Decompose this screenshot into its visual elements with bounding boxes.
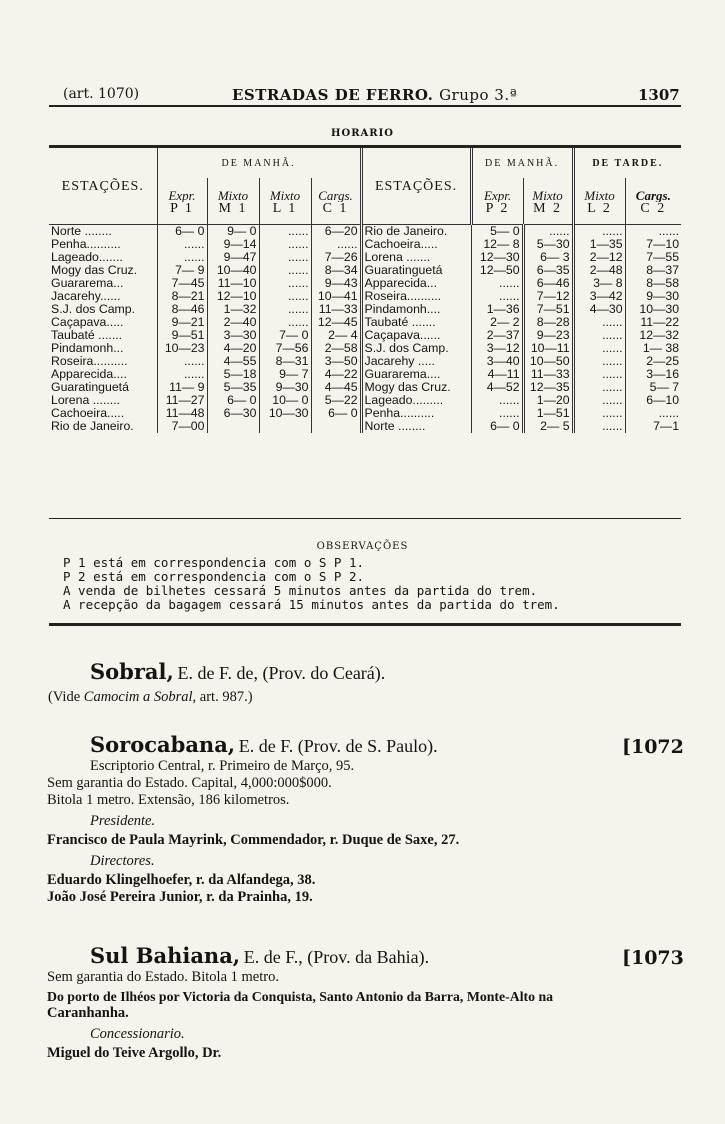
right-time-cell: ...... bbox=[471, 277, 523, 290]
right-time-cell: 1—35 bbox=[573, 238, 625, 251]
right-time-cell: 11—22 bbox=[625, 316, 681, 329]
left-station-name: Mogy das Cruz. bbox=[51, 264, 138, 277]
right-time-cell: ...... bbox=[523, 225, 573, 239]
left-station-name: Apparecida.... bbox=[51, 368, 127, 381]
right-time-cell: 5— 0 bbox=[471, 225, 523, 239]
right-time-cell: 12—50 bbox=[471, 264, 523, 277]
sul-bahiana-conc: Miguel do Teive Argollo, Dr. bbox=[47, 1045, 222, 1061]
timetable-row bbox=[49, 225, 681, 239]
left-time-cell: 6— 0 bbox=[207, 394, 259, 407]
running-title bbox=[232, 86, 517, 104]
right-time-cell: 2—25 bbox=[625, 355, 681, 368]
right-time-cell: ...... bbox=[625, 407, 681, 420]
sobral-vide-open: (Vide bbox=[48, 689, 81, 705]
left-time-cell: 3—50 bbox=[311, 355, 361, 368]
sorocabana-presidente-label: Presidente. bbox=[90, 813, 156, 829]
right-time-cell: 12—30 bbox=[471, 251, 523, 264]
left-type-3: Mixto bbox=[259, 178, 311, 202]
right-time-cell: 1— 38 bbox=[625, 342, 681, 355]
left-time-cell: ...... bbox=[259, 303, 311, 316]
right-time-cell: 1—20 bbox=[523, 394, 573, 407]
left-time-cell: 10— 0 bbox=[259, 394, 311, 407]
left-time-cell: 5—35 bbox=[207, 381, 259, 394]
right-time-cell: ...... bbox=[573, 381, 625, 394]
timetable-row bbox=[49, 264, 681, 277]
right-type-4: Cargs. bbox=[625, 178, 681, 202]
sobral-name: Sobral, bbox=[90, 659, 174, 684]
left-time-cell: 9—47 bbox=[207, 251, 259, 264]
left-station-name: Jacarehy...... bbox=[51, 290, 121, 303]
sorocabana-director-1: Eduardo Klingelhoefer, r. da Alfandega, 38. bbox=[47, 872, 316, 888]
right-station-name: Taubaté ....... bbox=[361, 316, 471, 329]
left-time-cell: 12—45 bbox=[311, 316, 361, 329]
right-time-cell: 11—33 bbox=[523, 368, 573, 381]
right-time-cell: 2—12 bbox=[573, 251, 625, 264]
left-time-cell: 9—14 bbox=[207, 238, 259, 251]
right-time-cell: ...... bbox=[573, 316, 625, 329]
left-time-cell: ...... bbox=[259, 264, 311, 277]
header-rule bbox=[49, 105, 681, 107]
left-time-cell: 1—32 bbox=[207, 303, 259, 316]
right-time-cell: ...... bbox=[573, 355, 625, 368]
timetable-row bbox=[49, 407, 681, 420]
right-time-cell: 2—48 bbox=[573, 264, 625, 277]
right-station-name: Pindamonh.... bbox=[361, 303, 471, 316]
right-time-cell: 3—12 bbox=[471, 342, 523, 355]
obs-line-1: P 1 está em correspondencia com o S P 1. bbox=[63, 555, 365, 570]
timetable-row bbox=[49, 329, 681, 342]
right-time-cell: 4—11 bbox=[471, 368, 523, 381]
left-time-cell: ...... bbox=[259, 316, 311, 329]
right-time-cell: 9—30 bbox=[625, 290, 681, 303]
right-station-name: S.J. dos Camp. bbox=[361, 342, 471, 355]
left-time-cell: 7— 0 bbox=[259, 329, 311, 342]
right-station-name: Lageado......... bbox=[361, 394, 471, 407]
timetable-row bbox=[49, 381, 681, 394]
right-time-cell: 7—12 bbox=[523, 290, 573, 303]
left-time-cell: 11—33 bbox=[311, 303, 361, 316]
timetable-row bbox=[49, 342, 681, 355]
left-station-name: Guararema... bbox=[51, 277, 124, 290]
right-time-cell: 3—42 bbox=[573, 290, 625, 303]
left-station-name: Taubaté ....... bbox=[51, 329, 123, 342]
right-time-cell: 3—16 bbox=[625, 368, 681, 381]
right-period-afternoon: DE TARDE. bbox=[573, 148, 681, 178]
left-time-cell: 10—30 bbox=[259, 407, 311, 420]
left-time-cell: ...... bbox=[311, 238, 361, 251]
running-title-main: ESTRADAS DE FERRO. bbox=[232, 86, 434, 104]
left-time-cell bbox=[259, 420, 311, 433]
left-time-cell: 6—20 bbox=[311, 225, 361, 239]
timetable-row bbox=[49, 420, 681, 433]
right-time-cell: ...... bbox=[573, 394, 625, 407]
left-time-cell: 4—55 bbox=[207, 355, 259, 368]
sorocabana-line-3: Bitola 1 metro. Extensão, 186 kilometros. bbox=[47, 792, 290, 808]
left-time-cell: 8—34 bbox=[311, 264, 361, 277]
left-time-cell: 2— 4 bbox=[311, 329, 361, 342]
left-time-cell: 12—10 bbox=[207, 290, 259, 303]
left-time-cell: ...... bbox=[259, 251, 311, 264]
right-time-cell: 8—58 bbox=[625, 277, 681, 290]
right-station-name: Mogy das Cruz. bbox=[361, 381, 471, 394]
right-station-name: Guaratinguetá bbox=[361, 264, 471, 277]
left-type-2: Mixto bbox=[207, 178, 259, 202]
left-station-name: Roseira.......... bbox=[51, 355, 128, 368]
left-station-name: Penha.......... bbox=[51, 238, 121, 251]
left-type-1: Expr. bbox=[157, 178, 207, 202]
right-time-cell: 7—1 bbox=[625, 420, 681, 433]
obs-line-2: P 2 está em correspondencia com o S P 2. bbox=[63, 569, 365, 584]
left-time-cell: 10—23 bbox=[157, 342, 207, 355]
left-station-header: ESTAÇÕES. bbox=[61, 178, 144, 194]
left-time-cell: 5—18 bbox=[207, 368, 259, 381]
sobral-heading bbox=[90, 659, 386, 684]
left-time-cell: 9— 0 bbox=[207, 225, 259, 239]
right-station-name: Rio de Janeiro. bbox=[361, 225, 471, 239]
left-station-name: Caçapava..... bbox=[51, 316, 124, 329]
timetable-row bbox=[49, 290, 681, 303]
table-bottom-rule bbox=[49, 518, 681, 519]
right-time-cell: ...... bbox=[573, 420, 625, 433]
left-time-cell: 11—27 bbox=[157, 394, 207, 407]
timetable-row bbox=[49, 277, 681, 290]
article-ref: (art. 1070) bbox=[63, 86, 140, 102]
timetable-row bbox=[49, 303, 681, 316]
right-time-cell: 12—35 bbox=[523, 381, 573, 394]
obs-bottom-rule bbox=[49, 623, 681, 626]
sul-bahiana-line-3: Caranhanha. bbox=[47, 1005, 129, 1021]
left-time-cell bbox=[311, 420, 361, 433]
right-time-cell: 7—55 bbox=[625, 251, 681, 264]
left-period-morning: DE MANHÃ. bbox=[157, 148, 361, 178]
left-station-name: Norte ........ bbox=[51, 224, 112, 238]
right-time-cell: 6— 3 bbox=[523, 251, 573, 264]
sorocabana-name: Sorocabana, bbox=[90, 732, 236, 757]
left-time-cell: ...... bbox=[157, 368, 207, 381]
right-station-name: Norte ........ bbox=[361, 420, 471, 433]
right-time-cell: 7—10 bbox=[625, 238, 681, 251]
left-time-cell: ...... bbox=[259, 225, 311, 239]
right-code-1: P 2 bbox=[471, 202, 523, 225]
obs-line-3: A venda de bilhetes cessará 5 minutos antes da partida do trem. bbox=[63, 583, 538, 598]
left-time-cell: 2—40 bbox=[207, 316, 259, 329]
obs-line-4: A recepção da bagagem cessará 15 minutos antes da partida do trem. bbox=[63, 597, 560, 612]
left-time-cell: ...... bbox=[259, 238, 311, 251]
left-time-cell: 9— 7 bbox=[259, 368, 311, 381]
left-time-cell: 4—45 bbox=[311, 381, 361, 394]
group-label: Grupo 3.ª bbox=[439, 86, 518, 104]
sul-bahiana-ref: [1073 bbox=[622, 947, 684, 969]
left-time-cell: 9—43 bbox=[311, 277, 361, 290]
left-time-cell: 11—48 bbox=[157, 407, 207, 420]
right-time-cell: 1—51 bbox=[523, 407, 573, 420]
right-time-cell: ...... bbox=[573, 407, 625, 420]
right-station-name: Cachoeira..... bbox=[361, 238, 471, 251]
right-time-cell: ...... bbox=[573, 368, 625, 381]
right-time-cell: ...... bbox=[573, 342, 625, 355]
right-time-cell: 6—35 bbox=[523, 264, 573, 277]
right-time-cell: 2— 5 bbox=[523, 420, 573, 433]
left-time-cell: ...... bbox=[157, 251, 207, 264]
right-code-2: M 2 bbox=[523, 202, 573, 225]
sorocabana-line-1: Escriptorio Central, r. Primeiro de Março, 95. bbox=[90, 758, 355, 774]
sul-bahiana-line-1: Sem garantia do Estado. Bitola 1 metro. bbox=[47, 969, 279, 985]
observacoes-title: OBSERVAÇÕES bbox=[316, 541, 409, 552]
right-time-cell: 8—37 bbox=[625, 264, 681, 277]
left-time-cell: ...... bbox=[259, 277, 311, 290]
left-time-cell: 8—21 bbox=[157, 290, 207, 303]
left-time-cell: 9—21 bbox=[157, 316, 207, 329]
sul-bahiana-heading bbox=[90, 943, 430, 968]
timetable bbox=[49, 148, 681, 433]
left-time-cell: 7—26 bbox=[311, 251, 361, 264]
right-time-cell: 1—36 bbox=[471, 303, 523, 316]
right-station-name: Guararema.... bbox=[361, 368, 471, 381]
right-time-cell: ...... bbox=[471, 394, 523, 407]
timetable-row bbox=[49, 355, 681, 368]
left-type-4: Cargs. bbox=[311, 178, 361, 202]
sorocabana-rest: E. de F. (Prov. de S. Paulo). bbox=[238, 736, 438, 756]
left-code-4: C 1 bbox=[311, 202, 361, 225]
left-station-name: Cachoeira..... bbox=[51, 407, 125, 420]
right-time-cell: 6— 0 bbox=[471, 420, 523, 433]
left-time-cell: 7—00 bbox=[157, 420, 207, 433]
right-station-name: Roseira.......... bbox=[361, 290, 471, 303]
right-period-morning: DE MANHÃ. bbox=[471, 148, 573, 178]
right-station-name: Jacarehy ..... bbox=[361, 355, 471, 368]
sorocabana-presidente: Francisco de Paula Mayrink, Commendador, r. Duque de Saxe, 27. bbox=[47, 832, 460, 848]
sorocabana-director-2: João José Pereira Junior, r. da Prainha, 19. bbox=[47, 889, 313, 905]
sul-bahiana-rest: E. de F., (Prov. da Bahia). bbox=[243, 947, 430, 967]
right-time-cell: 2— 2 bbox=[471, 316, 523, 329]
horario-title: HORARIO bbox=[331, 128, 394, 139]
left-time-cell: 8—46 bbox=[157, 303, 207, 316]
right-station-header: ESTAÇÕES. bbox=[361, 148, 471, 225]
timetable-row bbox=[49, 394, 681, 407]
right-time-cell: ...... bbox=[471, 290, 523, 303]
right-type-1: Expr. bbox=[471, 178, 523, 202]
right-time-cell: 7—51 bbox=[523, 303, 573, 316]
right-type-2: Mixto bbox=[523, 178, 573, 202]
left-time-cell: 9—51 bbox=[157, 329, 207, 342]
left-code-1: P 1 bbox=[157, 202, 207, 225]
right-time-cell: 3—40 bbox=[471, 355, 523, 368]
left-time-cell: 3—30 bbox=[207, 329, 259, 342]
right-time-cell: 4—52 bbox=[471, 381, 523, 394]
left-time-cell: 5—22 bbox=[311, 394, 361, 407]
right-time-cell: 9—23 bbox=[523, 329, 573, 342]
left-time-cell: 8—31 bbox=[259, 355, 311, 368]
left-time-cell: 11— 9 bbox=[157, 381, 207, 394]
right-time-cell: 3— 8 bbox=[573, 277, 625, 290]
page-number: 1307 bbox=[638, 86, 680, 104]
right-time-cell: ...... bbox=[573, 225, 625, 239]
right-time-cell: 10—50 bbox=[523, 355, 573, 368]
left-time-cell: 4—20 bbox=[207, 342, 259, 355]
left-station-name: Pindamonh... bbox=[51, 342, 124, 355]
left-station-name: Lorena ........ bbox=[51, 394, 121, 407]
sobral-rest: E. de F. de, (Prov. do Ceará). bbox=[177, 663, 386, 683]
right-time-cell: ...... bbox=[471, 407, 523, 420]
sorocabana-line-2: Sem garantia do Estado. Capital, 4,000:000$000. bbox=[47, 775, 332, 791]
left-code-2: M 1 bbox=[207, 202, 259, 225]
right-time-cell: 6—10 bbox=[625, 394, 681, 407]
right-station-name: Apparecida... bbox=[361, 277, 471, 290]
right-time-cell: 4—30 bbox=[573, 303, 625, 316]
right-time-cell: 5—30 bbox=[523, 238, 573, 251]
right-time-cell: 12— 8 bbox=[471, 238, 523, 251]
left-time-cell: 6— 0 bbox=[157, 225, 207, 239]
left-time-cell: 9—30 bbox=[259, 381, 311, 394]
sorocabana-ref: [1072 bbox=[622, 736, 684, 758]
right-time-cell: 2—37 bbox=[471, 329, 523, 342]
left-time-cell: 4—22 bbox=[311, 368, 361, 381]
left-station-name: Lageado....... bbox=[51, 251, 123, 264]
left-time-cell: 7—45 bbox=[157, 277, 207, 290]
right-time-cell: 10—11 bbox=[523, 342, 573, 355]
left-time-cell: 2—58 bbox=[311, 342, 361, 355]
sul-bahiana-conc-label: Concessionario. bbox=[90, 1026, 185, 1042]
right-time-cell: 6—46 bbox=[523, 277, 573, 290]
right-station-name: Penha.......... bbox=[361, 407, 471, 420]
right-time-cell: 5— 7 bbox=[625, 381, 681, 394]
left-station-name: Rio de Janeiro. bbox=[51, 420, 134, 433]
timetable-row bbox=[49, 316, 681, 329]
right-type-3: Mixto bbox=[573, 178, 625, 202]
left-time-cell: ...... bbox=[259, 290, 311, 303]
left-time-cell: 6— 0 bbox=[311, 407, 361, 420]
left-time-cell bbox=[207, 420, 259, 433]
sorocabana-directores-label: Directores. bbox=[90, 853, 155, 869]
sorocabana-heading bbox=[90, 732, 438, 757]
timetable-row bbox=[49, 368, 681, 381]
timetable-row bbox=[49, 238, 681, 251]
left-time-cell: 7— 9 bbox=[157, 264, 207, 277]
left-code-3: L 1 bbox=[259, 202, 311, 225]
sobral-vide-art: art. 987.) bbox=[199, 689, 253, 705]
right-station-name: Lorena ....... bbox=[361, 251, 471, 264]
left-time-cell: ...... bbox=[157, 355, 207, 368]
sul-bahiana-name: Sul Bahiana, bbox=[90, 943, 241, 968]
right-station-name: Caçapava...... bbox=[361, 329, 471, 342]
left-time-cell: 10—40 bbox=[207, 264, 259, 277]
timetable-row bbox=[49, 251, 681, 264]
sobral-vide-ref: Camocim a Sobral, bbox=[83, 689, 197, 705]
sobral-vide bbox=[48, 689, 253, 706]
right-time-cell: 12—32 bbox=[625, 329, 681, 342]
right-code-4: C 2 bbox=[625, 202, 681, 225]
left-time-cell: ...... bbox=[157, 238, 207, 251]
right-time-cell: 10—30 bbox=[625, 303, 681, 316]
sul-bahiana-line-2: Do porto de Ilhéos por Victoria da Conquista, Santo Antonio da Barra, Monte-Alto na bbox=[47, 989, 554, 1004]
right-time-cell: ...... bbox=[625, 225, 681, 239]
left-time-cell: 11—10 bbox=[207, 277, 259, 290]
left-time-cell: 7—56 bbox=[259, 342, 311, 355]
right-time-cell: ...... bbox=[573, 329, 625, 342]
left-station-name: Guaratinguetá bbox=[51, 381, 129, 394]
left-time-cell: 6—30 bbox=[207, 407, 259, 420]
right-time-cell: 8—28 bbox=[523, 316, 573, 329]
left-station-name: S.J. dos Camp. bbox=[51, 303, 136, 316]
right-code-3: L 2 bbox=[573, 202, 625, 225]
left-time-cell: 10—41 bbox=[311, 290, 361, 303]
